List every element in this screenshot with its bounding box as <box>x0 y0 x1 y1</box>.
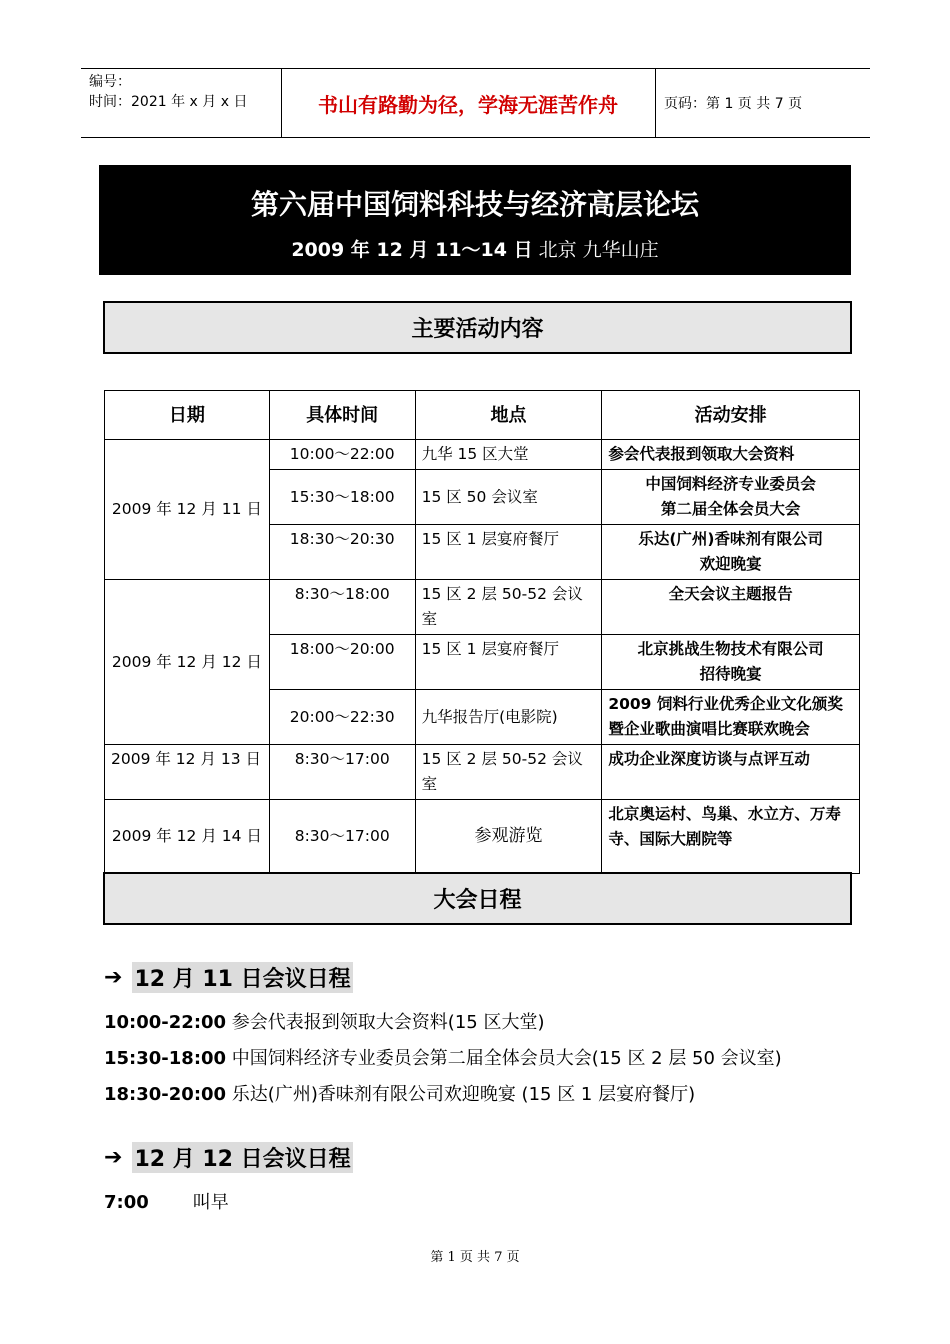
place-cell: 15 区 1 层宴府餐厅 <box>415 635 602 690</box>
section-header-activities: 主要活动内容 <box>103 301 852 354</box>
date-cell: 2009 年 12 月 12 日 <box>105 580 270 745</box>
table-row <box>105 745 860 800</box>
time-cell: 10:00～22:00 <box>269 440 415 470</box>
col-header-place: 地点 <box>415 391 602 440</box>
place-cell: 15 区 50 会议室 <box>415 470 602 525</box>
number-label: 编号： <box>89 74 131 90</box>
agenda-item <box>104 1188 229 1214</box>
time-cell: 8:30～17:00 <box>269 745 415 800</box>
place-cell: 15 区 2 层 50-52 会议室 <box>415 745 602 800</box>
place-cell: 15 区 2 层 50-52 会议室 <box>415 580 602 635</box>
agenda-time: 10:00-22:00 <box>104 1012 227 1033</box>
agenda-text: 叫早 <box>192 1192 229 1213</box>
place-cell: 15 区 1 层宴府餐厅 <box>415 525 602 580</box>
page-header <box>81 68 870 138</box>
header-page-info: 页码：第 1 页 共 7 页 <box>664 96 803 112</box>
header-divider <box>655 69 656 137</box>
date-label: 时间：2021 年 x 月 x 日 <box>89 94 248 110</box>
agenda-time: 18:30-20:00 <box>104 1084 227 1105</box>
forum-subtitle <box>99 235 851 262</box>
table-row <box>105 580 860 635</box>
date-cell: 2009 年 12 月 13 日 <box>105 745 270 800</box>
activity-cell: 全天会议主题报告 <box>602 580 860 635</box>
day2-heading <box>104 1142 353 1173</box>
date-cell: 2009 年 12 月 11 日 <box>105 440 270 580</box>
agenda-item <box>104 1008 544 1034</box>
col-header-time: 具体时间 <box>269 391 415 440</box>
place-cell: 九华报告厅(电影院) <box>415 690 602 745</box>
activity-cell: 中国饲料经济专业委员会 第二届全体会员大会 <box>602 470 860 525</box>
agenda-text: 中国饲料经济专业委员会第二届全体会员大会(15 区 2 层 50 会议室) <box>231 1048 782 1069</box>
day1-title: 12 月 11 日会议日程 <box>132 962 352 993</box>
table-header-row <box>105 391 860 440</box>
table-row <box>105 440 860 470</box>
col-header-activity: 活动安排 <box>602 391 860 440</box>
activity-cell: 乐达(广州)香味剂有限公司 欢迎晚宴 <box>602 525 860 580</box>
arrow-right-icon: ➔ <box>104 965 123 990</box>
place-cell: 参观游览 <box>415 800 602 874</box>
col-header-date: 日期 <box>105 391 270 440</box>
activities-table <box>104 390 860 874</box>
time-cell: 15:30～18:00 <box>269 470 415 525</box>
agenda-item <box>104 1080 695 1106</box>
day2-title: 12 月 12 日会议日程 <box>132 1142 352 1173</box>
time-cell: 18:30～20:30 <box>269 525 415 580</box>
day1-heading <box>104 962 353 993</box>
section-header-agenda: 大会日程 <box>103 872 852 925</box>
time-cell: 8:30～17:00 <box>269 800 415 874</box>
time-cell: 18:00～20:00 <box>269 635 415 690</box>
forum-dates: 2009 年 12 月 11～14 日 <box>291 239 533 261</box>
agenda-text: 乐达(广州)香味剂有限公司欢迎晚宴 (15 区 1 层宴府餐厅) <box>231 1084 696 1105</box>
header-motto: 书山有路勤为径，学海无涯苦作舟 <box>318 92 618 117</box>
activity-cell: 北京挑战生物技术有限公司 招待晚宴 <box>602 635 860 690</box>
title-banner <box>99 165 851 275</box>
forum-venue: 北京 九华山庄 <box>532 239 659 261</box>
agenda-time: 7:00 <box>104 1192 149 1213</box>
place-cell: 九华 15 区大堂 <box>415 440 602 470</box>
activity-cell: 参会代表报到领取大会资料 <box>602 440 860 470</box>
arrow-right-icon: ➔ <box>104 1145 123 1170</box>
time-cell: 8:30～18:00 <box>269 580 415 635</box>
activity-cell: 2009 饲料行业优秀企业文化颁奖暨企业歌曲演唱比赛联欢晚会 <box>602 690 860 745</box>
forum-title: 第六届中国饲料科技与经济高层论坛 <box>250 188 699 221</box>
page-footer: 第 1 页 共 7 页 <box>430 1250 520 1265</box>
agenda-time: 15:30-18:00 <box>104 1048 227 1069</box>
agenda-text: 参会代表报到领取大会资料(15 区大堂) <box>231 1012 545 1033</box>
date-cell: 2009 年 12 月 14 日 <box>105 800 270 874</box>
agenda-item <box>104 1044 782 1070</box>
activity-cell: 北京奥运村、鸟巢、水立方、万寿寺、国际大剧院等 <box>602 800 860 874</box>
time-cell: 20:00～22:30 <box>269 690 415 745</box>
activity-cell: 成功企业深度访谈与点评互动 <box>602 745 860 800</box>
table-row <box>105 800 860 874</box>
doc-meta <box>89 72 247 112</box>
